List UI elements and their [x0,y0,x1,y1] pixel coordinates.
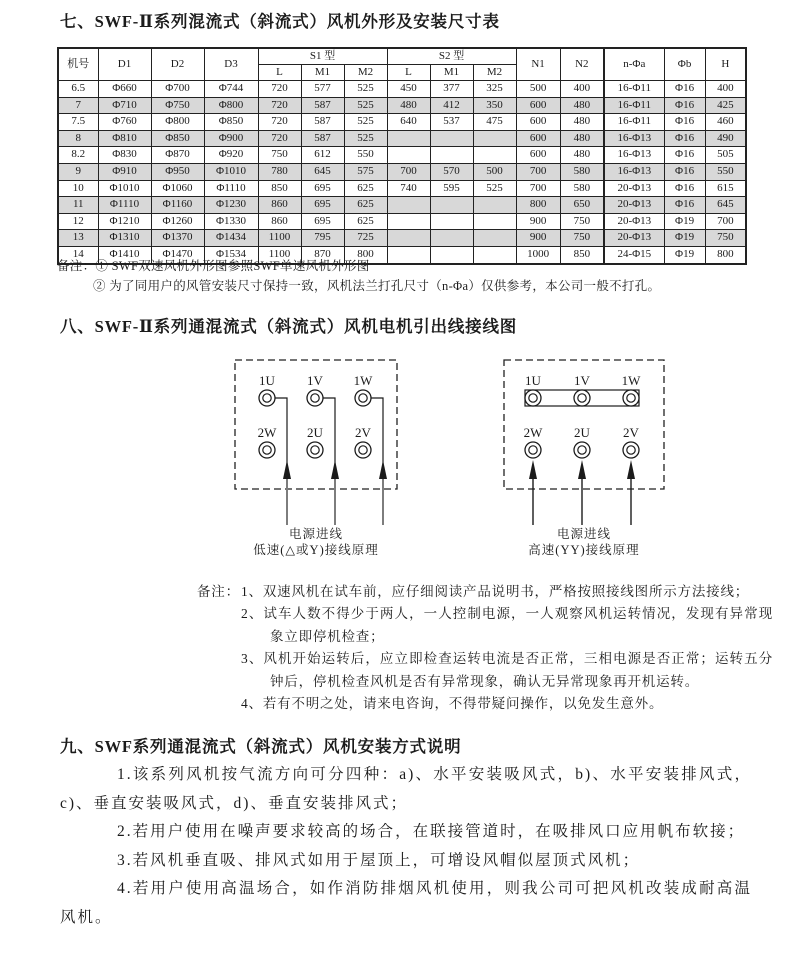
table-cell: 720 [258,130,301,147]
table-note-2: ② 为了同用户的风管安装尺寸保持一致，风机法兰打孔尺寸（n-Φa）仅供参考，本公司一般不打孔。 [93,279,661,293]
arrow-up-icon [529,460,537,479]
caption-line: 电源进线 [556,527,611,541]
table-cell: Φ1110 [204,180,258,197]
terminal-label-1w: 1W [621,373,641,388]
table-cell: 780 [258,163,301,180]
table-cell: 325 [473,81,516,98]
table-cell: Φ1060 [151,180,204,197]
table-cell: 505 [705,147,746,164]
table-cell: Φ19 [664,246,705,263]
table-cell: Φ16 [664,97,705,114]
table-cell [473,230,516,247]
notes7-item-1: ① SWF双速风机外形图参照SWF单速风机外形图 [95,259,370,273]
table-cell: Φ1210 [98,213,151,230]
table-cell: 400 [705,81,746,98]
table-cell: 1000 [516,246,560,263]
wiring-notes [197,581,773,715]
table-cell: Φ910 [98,163,151,180]
table-cell: 8.2 [58,147,98,164]
table-cell: Φ1534 [204,246,258,263]
table-cell: 695 [301,197,344,214]
col-header-n2: N2 [560,48,604,81]
table-cell: 725 [344,230,387,247]
table-cell: Φ16 [664,197,705,214]
table-cell: 900 [516,230,560,247]
table-cell [473,130,516,147]
table-cell: 625 [344,213,387,230]
table-cell: Φ750 [151,97,204,114]
table-cell: 20-Φ13 [604,230,664,247]
table-row [58,147,746,164]
section9-title: 九、SWF系列通混流式（斜流式）风机安装方式说明 [60,737,462,756]
table-cell: 9 [58,163,98,180]
table-cell: Φ744 [204,81,258,98]
wiring-note-1: 1、双速风机在试车前，应仔细阅读产品说明书，严格按照接线图所示方法接线； [241,584,750,599]
power-inlet-lines [275,398,387,525]
wiring-note-2: 2、试车人数不得少于两人，一人控制电源，一人观察风机运转情况，发现有异常现象立即停机检查； [241,606,773,644]
table-cell: 500 [516,81,560,98]
terminal-icons [259,390,371,458]
table-cell: 1100 [258,246,301,263]
table-cell: 480 [387,97,430,114]
wiring-note-4: 4、若有不明之处，请来电咨询，不得带疑问操作，以免发生意外。 [241,696,664,712]
table-row [58,130,746,147]
terminal-label-1w: 1W [353,373,373,388]
table-cell: 500 [473,163,516,180]
table-cell: Φ900 [204,130,258,147]
table-cell: Φ710 [98,97,151,114]
col-header-nphia: n-Φa [604,48,664,81]
table-cell: Φ16 [664,114,705,131]
section7-title: 七、SWF-Ⅱ系列混流式（斜流式）风机外形及安装尺寸表 [60,12,500,31]
table-cell: Φ760 [98,114,151,131]
table-cell [473,147,516,164]
table-cell [387,130,430,147]
table-cell: 1100 [258,230,301,247]
table-cell: 16-Φ13 [604,147,664,164]
table-cell [430,130,473,147]
table-row [58,114,746,131]
table-cell: 525 [344,130,387,147]
table-cell: 537 [430,114,473,131]
table-cell: 16-Φ11 [604,81,664,98]
table-cell: 377 [430,81,473,98]
table-cell: 16-Φ11 [604,114,664,131]
table-cell [473,213,516,230]
table-cell: 580 [560,163,604,180]
subcol-s1-l: L [258,65,301,81]
table-cell: 800 [344,246,387,263]
table-cell: 13 [58,230,98,247]
power-inlet-lines [529,460,635,525]
terminal-icons [525,390,639,458]
table-row [58,81,746,98]
table-cell: Φ950 [151,163,204,180]
table-cell: Φ1260 [151,213,204,230]
table-cell: Φ850 [151,130,204,147]
dimension-table [57,47,747,265]
table-cell: 750 [560,213,604,230]
table-cell: 577 [301,81,344,98]
table-cell: 800 [705,246,746,263]
table-cell: 625 [344,180,387,197]
instruction-paragraph-3: 3.若风机垂直吸、排风式如用于屋顶上，可增设风帽似屋顶式风机； [117,851,641,869]
caption-low-speed [231,527,401,558]
table-cell: 587 [301,97,344,114]
subcol-s2-l: L [387,65,430,81]
terminal-label-1u: 1U [525,373,541,388]
table-cell: Φ16 [664,180,705,197]
table-cell: 480 [560,114,604,131]
col-header-d2: D2 [151,48,204,81]
wiring-diagram-high-speed [503,359,673,529]
table-cell: Φ1330 [204,213,258,230]
subcol-s2-m1: M1 [430,65,473,81]
table-cell: Φ1434 [204,230,258,247]
table-cell: 16-Φ11 [604,97,664,114]
table-cell: 740 [387,180,430,197]
table-cell: Φ1410 [98,246,151,263]
wiring-note-3: 3、风机开始运转后，应立即检查运转电流是否正常，三相电源是否正常；运转五分钟后，停机检查风机是否有异常现象，确认无异常现象再开机运转。 [241,651,773,689]
dimension-table-head [58,48,746,81]
table-cell: 750 [258,147,301,164]
table-cell: 525 [344,81,387,98]
table-cell: 850 [560,246,604,263]
table-cell: 350 [473,97,516,114]
table-cell: Φ19 [664,230,705,247]
wiring-diagram-low-speed [234,359,404,529]
table-cell [387,213,430,230]
table-cell: 525 [473,180,516,197]
table-cell: 695 [301,213,344,230]
table-cell: 645 [705,197,746,214]
terminal-label-2w: 2W [523,425,543,440]
table-cell: Φ1230 [204,197,258,214]
table-cell: 425 [705,97,746,114]
table-cell: 460 [705,114,746,131]
col-header-s2: S2 型 [387,48,516,65]
table-cell: 14 [58,246,98,263]
terminal-label-1u: 1U [259,373,275,388]
table-cell: 600 [516,97,560,114]
table-cell: 700 [705,213,746,230]
terminal-label-2v: 2V [355,425,371,440]
table-cell: 860 [258,197,301,214]
table-cell: Φ1310 [98,230,151,247]
terminal-label-2u: 2U [307,425,323,440]
col-header-s1: S1 型 [258,48,387,65]
table-cell: 720 [258,97,301,114]
table-cell: Φ16 [664,147,705,164]
col-header-d3: D3 [204,48,258,81]
table-cell: Φ850 [204,114,258,131]
table-cell: Φ16 [664,130,705,147]
table-notes [57,256,660,296]
table-cell: 795 [301,230,344,247]
col-header-n1: N1 [516,48,560,81]
table-cell: Φ800 [204,97,258,114]
table-cell: 600 [516,130,560,147]
table-cell: Φ1110 [98,197,151,214]
table-cell: 720 [258,114,301,131]
table-cell: Φ1010 [204,163,258,180]
table-cell: 12 [58,213,98,230]
subcol-s1-m2: M2 [344,65,387,81]
subcol-s2-m2: M2 [473,65,516,81]
table-cell: Φ800 [151,114,204,131]
table-cell: 20-Φ13 [604,213,664,230]
table-cell [430,230,473,247]
table-cell: 700 [516,163,560,180]
table-cell [387,147,430,164]
terminal-label-1v: 1V [307,373,323,388]
table-cell: 450 [387,81,430,98]
table-cell: 640 [387,114,430,131]
table-cell: Φ810 [98,130,151,147]
table-cell: 645 [301,163,344,180]
subcol-s1-m1: M1 [301,65,344,81]
caption-line: 电源进线 [288,527,343,541]
table-row [58,213,746,230]
table-cell: 870 [301,246,344,263]
table-cell [387,197,430,214]
table-cell: Φ700 [151,81,204,98]
table-cell: 10 [58,180,98,197]
table-cell: 575 [344,163,387,180]
table-cell: 580 [560,180,604,197]
instruction-paragraph-1: 1.该系列风机按气流方向可分四种：a)、水平安装吸风式，b)、水平安装排风式，c)、垂直安装吸风式，d)、垂直安装排风式； [60,766,752,812]
table-cell: 720 [258,81,301,98]
table-cell: 700 [516,180,560,197]
table-cell: 615 [705,180,746,197]
table-cell: Φ1160 [151,197,204,214]
table-row [58,197,746,214]
table-cell: 800 [516,197,560,214]
table-cell: 480 [560,130,604,147]
table-cell: Φ19 [664,213,705,230]
table-cell: 550 [705,163,746,180]
terminal-label-1v: 1V [574,373,590,388]
table-cell: 11 [58,197,98,214]
table-cell: 24-Φ15 [604,246,664,263]
table-cell: 570 [430,163,473,180]
col-header-h: H [705,48,746,81]
arrow-up-icon [578,460,586,479]
table-cell: 480 [560,97,604,114]
table-cell: Φ16 [664,163,705,180]
caption-line: 低速(△或Y)接线原理 [253,542,379,557]
arrow-up-icon [627,460,635,479]
table-cell: 695 [301,180,344,197]
col-header-jihao: 机号 [58,48,98,81]
table-cell: 490 [705,130,746,147]
table-cell [387,230,430,247]
table-cell: 525 [344,97,387,114]
terminal-label-2u: 2U [574,425,590,440]
table-cell [473,197,516,214]
arrow-up-icon [331,460,339,479]
table-cell: 16-Φ13 [604,130,664,147]
table-row [58,230,746,247]
arrow-up-icon [379,460,387,479]
terminal-label-2v: 2V [623,425,639,440]
table-cell: 600 [516,147,560,164]
table-cell: 16-Φ13 [604,163,664,180]
table-cell: 587 [301,114,344,131]
table-cell: 750 [560,230,604,247]
instruction-paragraph-2: 2.若用户使用在噪声要求较高的场合，在联接管道时，在吸排风口应用帆布软接； [117,823,746,841]
table-cell: 850 [258,180,301,197]
table-cell [430,213,473,230]
notes8-label: 备注： [197,584,240,599]
table-cell: 7 [58,97,98,114]
table-cell: 625 [344,197,387,214]
instruction-paragraph-4: 4.若用户使用高温场合，如作消防排烟风机使用，则我公司可把风机改装成耐高温风机。 [60,880,752,926]
table-cell: 6.5 [58,81,98,98]
table-cell: 20-Φ13 [604,197,664,214]
table-cell: Φ920 [204,147,258,164]
table-row [58,97,746,114]
table-note-1 [57,256,660,276]
table-row [58,180,746,197]
table-cell: 475 [473,114,516,131]
table-cell: 595 [430,180,473,197]
table-cell: 525 [344,114,387,131]
table-cell: 7.5 [58,114,98,131]
section8-title: 八、SWF-Ⅱ系列通混流式（斜流式）风机电机引出线接线图 [60,317,518,336]
table-cell: 412 [430,97,473,114]
col-header-d1: D1 [98,48,151,81]
table-cell: 700 [387,163,430,180]
table-cell: 600 [516,114,560,131]
table-cell: 400 [560,81,604,98]
table-cell: 550 [344,147,387,164]
notes7-label: 备注： [57,259,96,273]
table-cell: Φ870 [151,147,204,164]
table-cell: 8 [58,130,98,147]
caption-high-speed [499,527,669,558]
arrow-up-icon [283,460,291,479]
table-header-row [58,48,746,65]
table-cell: Φ1010 [98,180,151,197]
table-cell [430,197,473,214]
table-cell: Φ16 [664,81,705,98]
table-cell: Φ830 [98,147,151,164]
table-cell: 860 [258,213,301,230]
table-row [58,163,746,180]
table-cell: 587 [301,130,344,147]
table-cell: Φ1470 [151,246,204,263]
dimension-table-body [58,81,746,264]
table-cell: 480 [560,147,604,164]
installation-instructions [60,761,752,933]
table-cell [430,147,473,164]
table-cell: 20-Φ13 [604,180,664,197]
table-cell: Φ660 [98,81,151,98]
col-header-phib: Φb [664,48,705,81]
caption-line: 高速(YY)接线原理 [528,542,640,557]
table-cell: 650 [560,197,604,214]
table-cell: 900 [516,213,560,230]
terminal-label-2w: 2W [257,425,277,440]
table-cell: 612 [301,147,344,164]
table-cell: 750 [705,230,746,247]
table-cell: Φ1370 [151,230,204,247]
